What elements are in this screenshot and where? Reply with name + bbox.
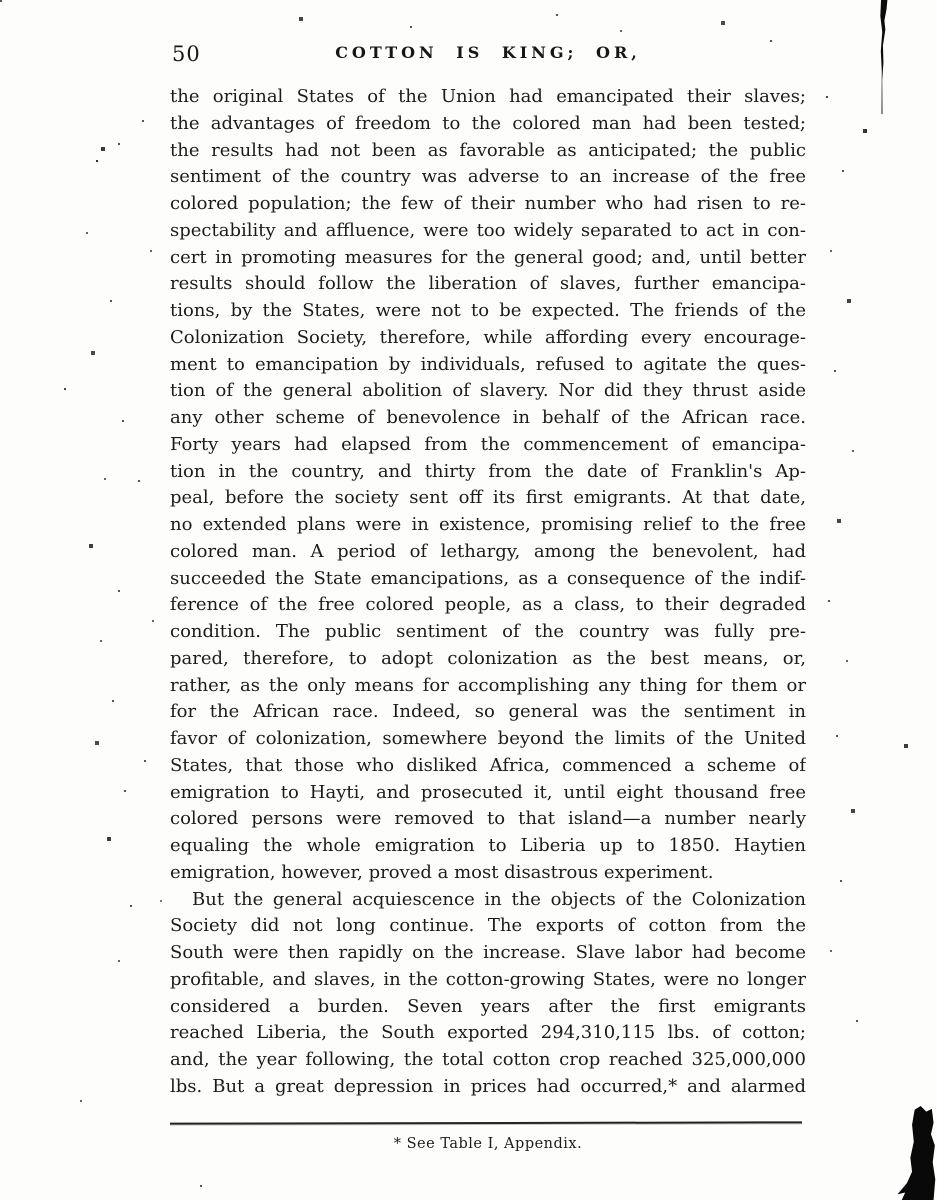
text-line: the original States of the Union had emancipated their slaves;	[170, 86, 806, 107]
body-text	[170, 84, 806, 1101]
text-line: tions, by the States, were not to be expected. The friends of the	[170, 300, 806, 321]
text-line: the results had not been as favorable as anticipated; the public	[170, 139, 806, 161]
text-line: Society did not long continue. The exports of cotton from the	[170, 915, 806, 937]
text-line: favor of colonization, somewhere beyond the limits of the United	[170, 728, 806, 749]
text-line: cert in promoting measures for the general good; and, until better	[170, 246, 806, 268]
text-line: any other scheme of benevolence in behalf of the African race.	[170, 407, 806, 428]
text-line: and, the year following, the total cotton crop reached 325,000,000	[170, 1049, 806, 1070]
text-line: sentiment of the country was adverse to an increase of the free	[170, 166, 806, 188]
text-line: emigration to Hayti, and prosecuted it, until eight thousand free	[170, 781, 806, 803]
text-line: colored man. A period of lethargy, among the benevolent, had	[170, 540, 806, 562]
text-line: emigration, however, proved a most disastrous experiment.	[170, 861, 714, 883]
scan-noise-speckles	[0, 0, 2, 2]
text-line: Forty years had elapsed from the commencement of emancipa-	[170, 433, 806, 455]
text-line: colored persons were removed to that island—a number nearly	[170, 808, 806, 830]
text-line: ference of the free colored people, as a class, to their degraded	[170, 594, 806, 616]
text-line: pared, therefore, to adopt colonization as the best means, or,	[170, 647, 806, 669]
text-line: Colonization Society, therefore, while affording every encourage-	[170, 326, 806, 348]
text-line: condition. The public sentiment of the country was fully pre-	[170, 621, 806, 642]
text-line: South were then rapidly on the increase. Slave labor had become	[170, 942, 806, 963]
text-line: the advantages of freedom to the colored man had been tested;	[170, 112, 806, 134]
text-line: colored population; the few of their number who had risen to re-	[170, 193, 806, 214]
text-line: considered a burden. Seven years after the first emigrants	[170, 995, 806, 1017]
text-line: ment to emancipation by individuals, refused to agitate the ques-	[170, 353, 806, 375]
text-line: peal, before the society sent off its first emigrants. At that date,	[170, 487, 806, 509]
text-line: lbs. But a great depression in prices had occurred,* and alarmed	[170, 1075, 806, 1097]
ink-streak-artifact	[876, 0, 888, 114]
text-line: equaling the whole emigration to Liberia up to 1850. Haytien	[170, 835, 806, 856]
text-line: tion of the general abolition of slavery. Nor did they thrust aside	[170, 380, 806, 402]
footnote-divider	[170, 1121, 802, 1124]
text-line: rather, as the only means for accomplishing any thing for them or	[170, 674, 806, 696]
text-line: But the general acquiescence in the objects of the Colonization	[192, 888, 806, 910]
text-line: succeeded the State emancipations, as a consequence of the indif-	[170, 567, 806, 589]
text-line: States, that those who disliked Africa, commenced a scheme of	[170, 754, 806, 776]
text-line: tion in the country, and thirty from the date of Franklin's Ap-	[170, 460, 806, 482]
text-line: profitable, and slaves, in the cotton-growing States, were no longer	[170, 968, 806, 990]
text-line: no extended plans were in existence, promising relief to the free	[170, 514, 806, 535]
text-line: spectability and affluence, were too widely separated to act in con-	[170, 219, 806, 241]
running-header	[170, 40, 806, 70]
ink-blob-artifact	[894, 1106, 937, 1200]
page-number: 50	[172, 42, 201, 66]
running-title: COTTON IS KING; OR,	[335, 43, 641, 62]
text-line: reached Liberia, the South exported 294,310,115 lbs. of cotton;	[170, 1022, 806, 1044]
text-line: results should follow the liberation of slaves, further emancipa-	[170, 273, 806, 295]
footnote: * See Table I, Appendix.	[393, 1136, 583, 1152]
text-line: for the African race. Indeed, so general was the sentiment in	[170, 701, 806, 723]
